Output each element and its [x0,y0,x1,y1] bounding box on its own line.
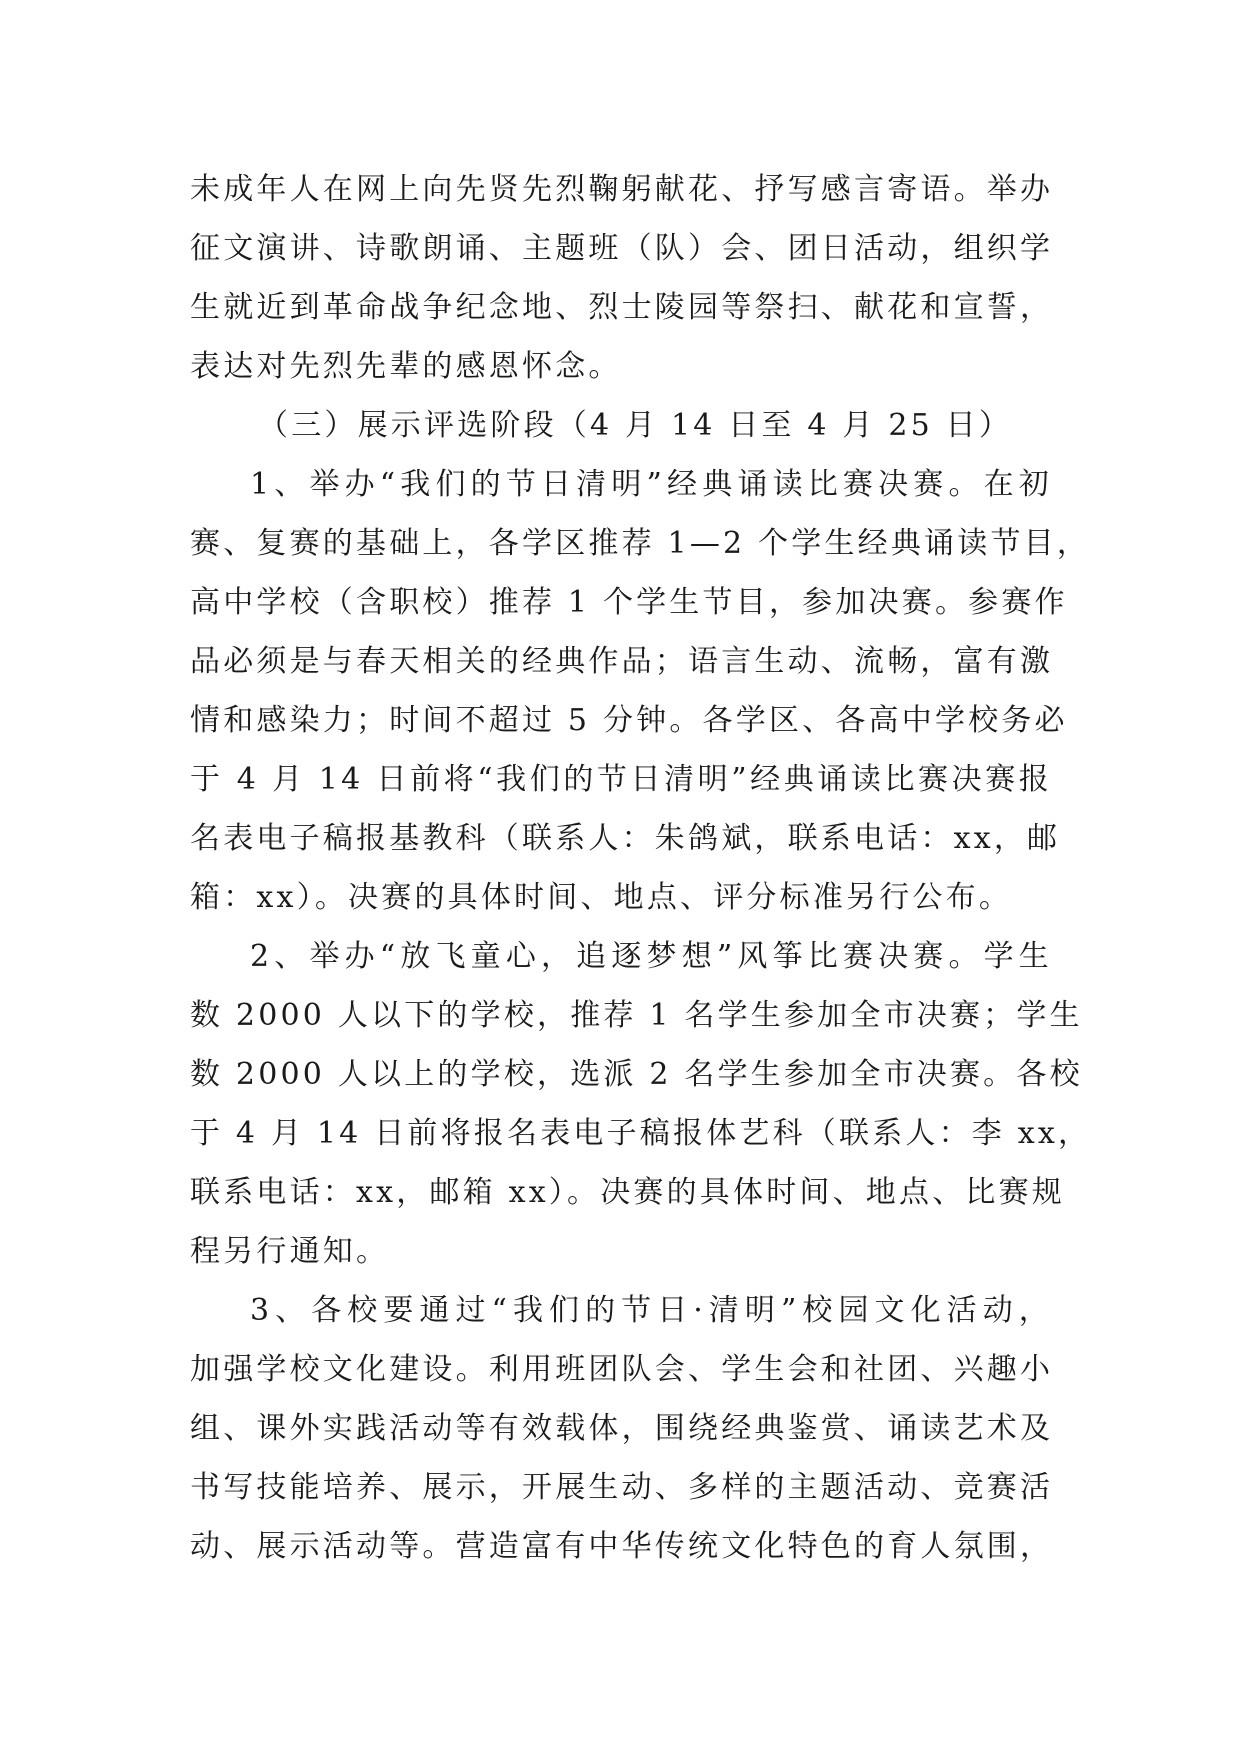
text-line: 联系电话：xx，邮箱 xx）。决赛的具体时间、地点、比赛规 [190,1175,1066,1210]
text-line: 未成年人在网上向先贤先烈鞠躬献花、抒写感言寄语。举办 [190,172,1054,207]
text-line: 加强学校文化建设。利用班团队会、学生会和社团、兴趣小 [190,1352,1054,1387]
text-line: 动、展示活动等。营造富有中华传统文化特色的育人氛围， [190,1529,1054,1564]
text-line: 于 4 月 14 日前将报名表电子稿报体艺科（联系人：李 xx， [190,1116,1092,1151]
text-line: 高中学校（含职校）推荐 1 个学生节目，参加决赛。参赛作 [190,585,1068,620]
text-line: 1、举办“我们的节日清明”经典诵读比赛决赛。在初 [250,467,1052,502]
text-line: 2、举办“放飞童心，追逐梦想”风筝比赛决赛。学生 [250,939,1052,974]
text-line: 生就近到革命战争纪念地、烈士陵园等祭扫、献花和宣誓， [190,290,1054,325]
text-line: 书写技能培养、展示，开展生动、多样的主题活动、竞赛活 [190,1470,1054,1505]
text-line: 表达对先烈先辈的感恩怀念。 [190,349,622,384]
text-line: 3、各校要通过“我们的节日·清明”校园文化活动， [250,1293,1052,1328]
text-line: 征文演讲、诗歌朗诵、主题班（队）会、团日活动，组织学 [190,231,1054,266]
text-line: 数 2000 人以下的学校，推荐 1 名学生参加全市决赛；学生 [190,998,1083,1033]
text-line: 箱：xx）。决赛的具体时间、地点、评分标准另行公布。 [190,880,1013,915]
document-body [190,160,1092,1576]
text-line: 名表电子稿报基教科（联系人：朱鸽斌，联系电话：xx，邮 [190,821,1061,856]
text-line: 情和感染力；时间不超过 5 分钟。各学区、各高中学校务必 [190,703,1068,738]
section-heading: （三）展示评选阶段（4 月 14 日至 4 月 25 日） [258,408,1013,443]
text-line: 赛、复赛的基础上，各学区推荐 1—2 个学生经典诵读节目， [190,526,1091,561]
text-line: 数 2000 人以上的学校，选派 2 名学生参加全市决赛。各校 [190,1057,1083,1092]
text-line: 品必须是与春天相关的经典作品；语言生动、流畅，富有激 [190,644,1054,679]
text-line: 于 4 月 14 日前将“我们的节日清明”经典诵读比赛决赛报 [190,762,1052,797]
text-line: 程另行通知。 [190,1234,390,1269]
text-line: 组、课外实践活动等有效载体，围绕经典鉴赏、诵读艺术及 [190,1411,1054,1446]
